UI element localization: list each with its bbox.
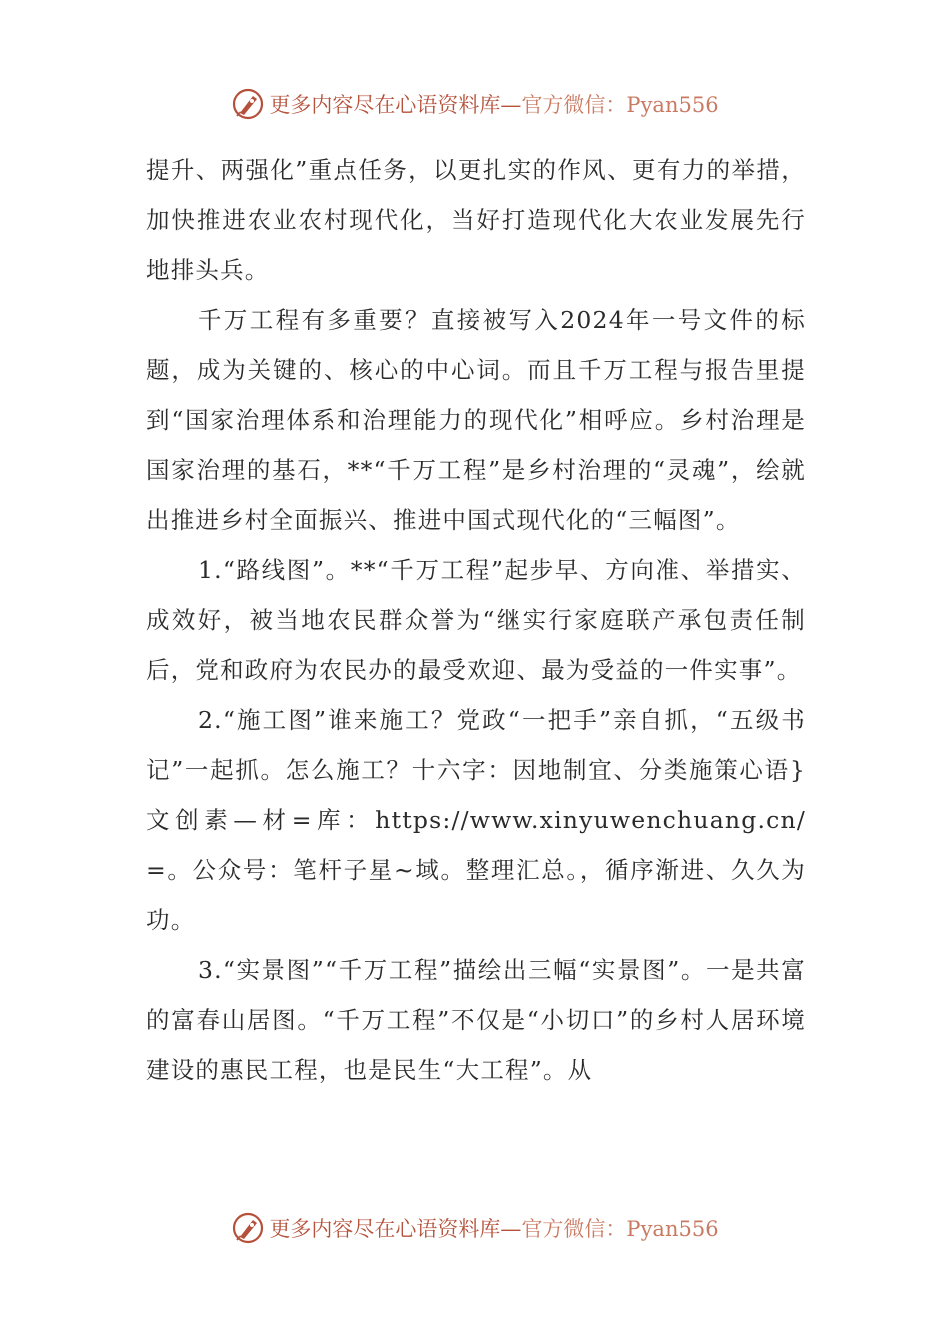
paragraph: 千万工程有多重要？直接被写入2024年一号文件的标题，成为关键的、核心的中心词。而且千万工程与报告里提到“国家治理体系和治理能力的现代化”相呼应。乡村治理是国家治理的基石，**“千万工程”是乡村治理的“灵魂”，绘就出推进乡村全面振兴、推进中国式现代化的“三幅图”。 (146, 306, 806, 534)
footer-banner (0, 1208, 950, 1248)
pen-nib-logo-icon (231, 87, 265, 121)
header-banner (0, 84, 950, 124)
footer-banner-text: 更多内容尽在心语资料库—官方微信：Pyan556 (269, 1217, 719, 1241)
footer-wechat-text: 官方微信：Pyan556 (521, 1217, 719, 1241)
paragraph: 2.“施工图”谁来施工？党政“一把手”亲自抓，“五级书记”一起抓。怎么施工？十六字：因地制宜、分类施策心语}文创素—材=库：https://www.xinyuwenchuang.cn/=。公众号：笔杆子星~域。整理汇总。，循序渐进、久久为功。 (146, 706, 806, 934)
paragraph: 1.“路线图”。**“千万工程”起步早、方向准、举措实、成效好，被当地农民群众誉为“继实行家庭联产承包责任制后，党和政府为农民办的最受欢迎、最为受益的一件实事”。 (146, 556, 806, 684)
document-body (146, 145, 806, 1095)
paragraph: 3.“实景图”“千万工程”描绘出三幅“实景图”。一是共富的富春山居图。“千万工程”不仅是“小切口”的乡村人居环境建设的惠民工程，也是民生“大工程”。从 (146, 956, 806, 1084)
header-banner-text: 更多内容尽在心语资料库—官方微信：Pyan556 (269, 93, 719, 117)
pen-nib-logo-icon (231, 1211, 265, 1245)
header-wechat-text: 官方微信：Pyan556 (521, 93, 719, 117)
paragraph: 提升、两强化”重点任务，以更扎实的作风、更有力的举措，加快推进农业农村现代化，当好打造现代化大农业发展先行地排头兵。 (146, 156, 806, 284)
